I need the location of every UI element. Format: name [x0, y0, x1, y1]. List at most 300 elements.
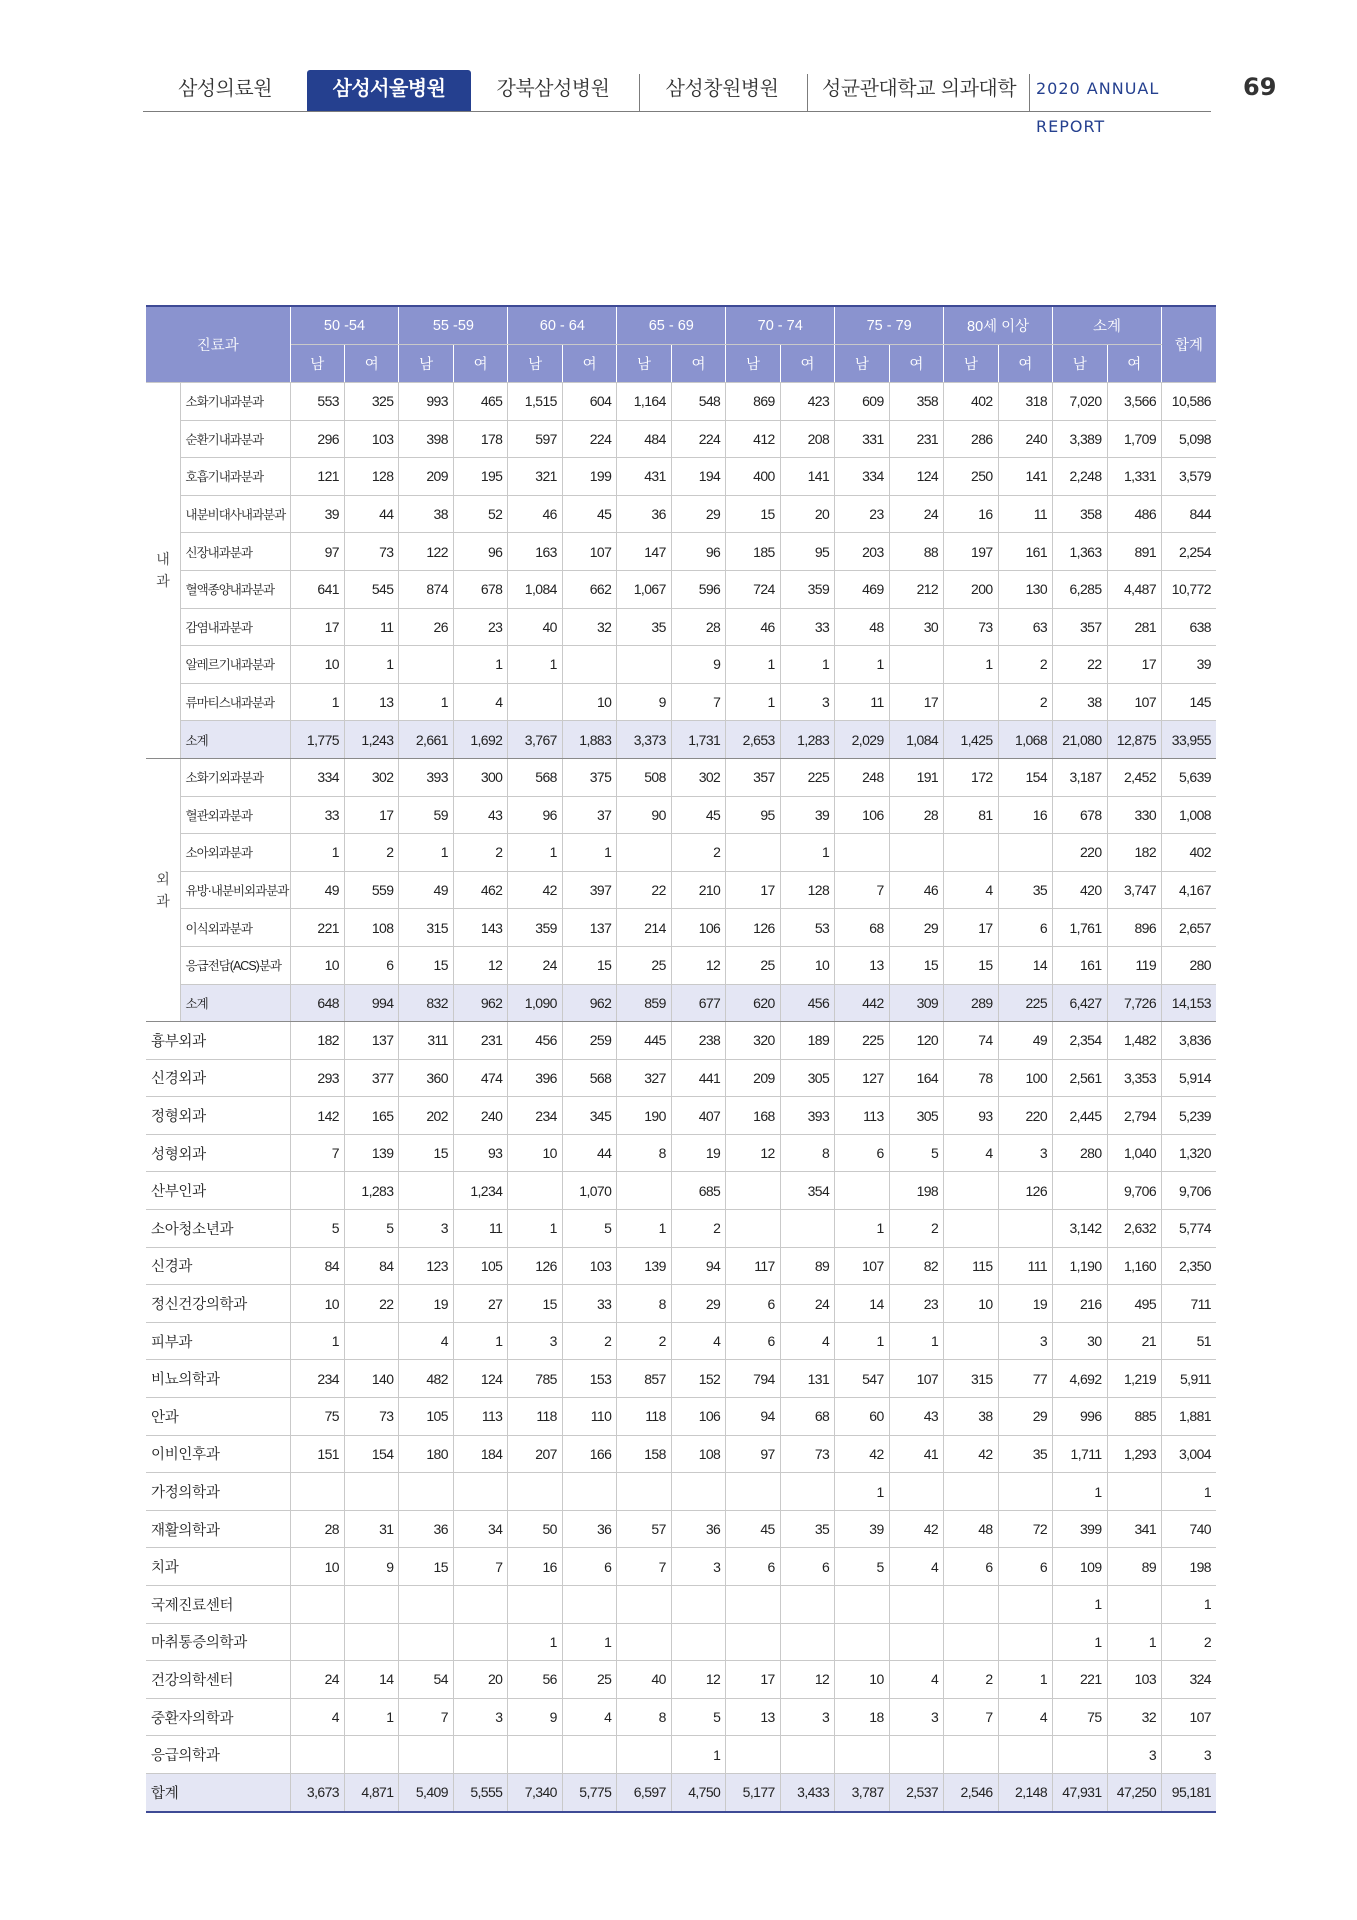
header-age-group: 65 - 69 — [617, 306, 726, 345]
sub-department-name: 혈액종양내과분과 — [180, 570, 290, 608]
table-cell: 145 — [1162, 683, 1216, 721]
table-cell: 29 — [671, 495, 725, 533]
table-cell: 139 — [617, 1247, 671, 1285]
table-cell: 6 — [726, 1285, 780, 1323]
table-cell: 1 — [780, 834, 834, 872]
table-cell: 84 — [290, 1247, 344, 1285]
table-cell: 202 — [399, 1097, 453, 1135]
table-cell: 2,248 — [1053, 458, 1107, 496]
table-cell: 1,711 — [1053, 1435, 1107, 1473]
sub-department-name: 순환기내과분과 — [180, 420, 290, 458]
table-cell: 191 — [889, 758, 943, 796]
table-cell: 302 — [344, 758, 398, 796]
table-cell: 225 — [780, 758, 834, 796]
table-cell: 199 — [562, 458, 616, 496]
table-cell: 832 — [399, 984, 453, 1022]
table-cell: 1 — [562, 834, 616, 872]
table-cell: 250 — [944, 458, 998, 496]
table-cell: 32 — [1107, 1698, 1161, 1736]
table-cell: 178 — [453, 420, 507, 458]
table-cell: 1,084 — [508, 570, 562, 608]
table-cell: 43 — [453, 796, 507, 834]
table-cell: 52 — [453, 495, 507, 533]
table-cell: 11 — [453, 1210, 507, 1248]
sub-department-name: 유방·내분비외과분과 — [180, 871, 290, 909]
table-cell: 40 — [508, 608, 562, 646]
table-cell: 234 — [290, 1360, 344, 1398]
table-cell: 73 — [344, 533, 398, 571]
table-cell: 238 — [671, 1022, 725, 1060]
table-cell: 1 — [399, 834, 453, 872]
table-row — [146, 946, 1216, 984]
nav-tab-samsung-seoul-hospital[interactable]: 삼성서울병원 — [307, 70, 471, 111]
table-cell — [835, 1172, 889, 1210]
table-cell — [562, 1736, 616, 1774]
table-cell — [780, 1623, 834, 1661]
nav-tab-skku-medical-school[interactable]: 성균관대학교 의과대학 — [821, 76, 1017, 100]
table-cell: 1 — [998, 1661, 1052, 1699]
table-cell: 14 — [835, 1285, 889, 1323]
table-cell: 127 — [835, 1059, 889, 1097]
table-cell — [889, 1473, 943, 1511]
table-row — [146, 383, 1216, 421]
table-cell: 1 — [671, 1736, 725, 1774]
table-cell: 398 — [399, 420, 453, 458]
table-cell: 95 — [726, 796, 780, 834]
table-cell: 321 — [508, 458, 562, 496]
table-cell: 3,373 — [617, 721, 671, 759]
table-cell: 18 — [835, 1698, 889, 1736]
department-name: 성형외과 — [146, 1134, 290, 1172]
table-cell: 7 — [671, 683, 725, 721]
header-male: 남 — [399, 345, 453, 383]
table-cell: 620 — [726, 984, 780, 1022]
table-row — [146, 1473, 1216, 1511]
sub-department-name: 응급전담(ACS)분과 — [180, 946, 290, 984]
table-cell: 25 — [617, 946, 671, 984]
table-cell: 1,761 — [1053, 909, 1107, 947]
table-row — [146, 1698, 1216, 1736]
table-cell: 4,871 — [344, 1773, 398, 1811]
table-cell: 354 — [780, 1172, 834, 1210]
table-cell: 315 — [944, 1360, 998, 1398]
table-cell: 2,254 — [1162, 533, 1216, 571]
nav-tab-samsung-medical-center[interactable]: 삼성의료원 — [177, 76, 273, 100]
table-cell: 2 — [944, 1661, 998, 1699]
table-cell: 73 — [944, 608, 998, 646]
table-cell: 9 — [617, 683, 671, 721]
table-cell: 1 — [944, 646, 998, 684]
table-cell: 1 — [889, 1322, 943, 1360]
table-row — [146, 1623, 1216, 1661]
table-cell: 124 — [453, 1360, 507, 1398]
table-cell: 89 — [1107, 1548, 1161, 1586]
table-cell: 140 — [344, 1360, 398, 1398]
sub-department-name: 소화기내과분과 — [180, 383, 290, 421]
table-cell: 2,148 — [998, 1773, 1052, 1811]
table-cell: 49 — [998, 1022, 1052, 1060]
table-cell — [290, 1172, 344, 1210]
table-row — [146, 646, 1216, 684]
header-rule — [143, 111, 1211, 112]
department-name: 국제진료센터 — [146, 1586, 290, 1624]
table-cell — [835, 834, 889, 872]
table-cell: 3,142 — [1053, 1210, 1107, 1248]
table-cell: 740 — [1162, 1510, 1216, 1548]
table-cell: 45 — [726, 1510, 780, 1548]
table-cell: 325 — [344, 383, 398, 421]
table-cell: 402 — [1162, 834, 1216, 872]
table-cell — [617, 646, 671, 684]
table-cell: 231 — [889, 420, 943, 458]
table-cell: 131 — [780, 1360, 834, 1398]
table-cell: 559 — [344, 871, 398, 909]
table-cell: 1 — [726, 646, 780, 684]
table-cell: 107 — [835, 1247, 889, 1285]
table-cell: 1,067 — [617, 570, 671, 608]
table-cell — [1107, 1586, 1161, 1624]
table-cell — [998, 1473, 1052, 1511]
department-age-sex-table — [146, 305, 1216, 1813]
table-cell: 19 — [671, 1134, 725, 1172]
table-cell: 81 — [944, 796, 998, 834]
table-cell: 33,955 — [1162, 721, 1216, 759]
table-cell: 22 — [617, 871, 671, 909]
table-cell: 45 — [671, 796, 725, 834]
table-cell: 6 — [344, 946, 398, 984]
table-cell: 3 — [508, 1322, 562, 1360]
table-cell — [998, 1623, 1052, 1661]
table-cell: 240 — [998, 420, 1052, 458]
table-cell: 296 — [290, 420, 344, 458]
table-cell: 38 — [399, 495, 453, 533]
table-cell: 6 — [835, 1134, 889, 1172]
table-cell: 289 — [944, 984, 998, 1022]
table-cell: 996 — [1053, 1398, 1107, 1436]
table-cell: 84 — [344, 1247, 398, 1285]
table-cell: 208 — [780, 420, 834, 458]
table-cell: 35 — [998, 1435, 1052, 1473]
table-cell: 17 — [1107, 646, 1161, 684]
table-row — [146, 1172, 1216, 1210]
table-cell: 224 — [562, 420, 616, 458]
table-cell: 8 — [780, 1134, 834, 1172]
table-cell: 1,283 — [344, 1172, 398, 1210]
table-cell: 7 — [617, 1548, 671, 1586]
table-row — [146, 608, 1216, 646]
table-cell — [944, 1473, 998, 1511]
table-cell — [344, 1736, 398, 1774]
table-cell: 1,068 — [998, 721, 1052, 759]
table-cell — [399, 1736, 453, 1774]
table-cell: 3,787 — [835, 1773, 889, 1811]
table-cell: 40 — [617, 1661, 671, 1699]
table-cell: 15 — [399, 1134, 453, 1172]
table-cell: 28 — [671, 608, 725, 646]
table-cell: 1 — [290, 834, 344, 872]
table-cell: 6 — [726, 1322, 780, 1360]
table-cell: 39 — [1162, 646, 1216, 684]
sub-department-name: 내분비대사내과분과 — [180, 495, 290, 533]
table-cell: 10 — [290, 646, 344, 684]
table-cell: 30 — [889, 608, 943, 646]
department-name: 피부과 — [146, 1322, 290, 1360]
table-cell — [671, 1623, 725, 1661]
table-cell: 341 — [1107, 1510, 1161, 1548]
table-cell: 35 — [780, 1510, 834, 1548]
table-cell — [726, 1210, 780, 1248]
table-cell: 32 — [562, 608, 616, 646]
table-cell: 3 — [1107, 1736, 1161, 1774]
table-cell: 1,040 — [1107, 1134, 1161, 1172]
table-cell: 20 — [780, 495, 834, 533]
table-cell: 45 — [562, 495, 616, 533]
table-cell: 7,340 — [508, 1773, 562, 1811]
table-cell: 891 — [1107, 533, 1161, 571]
table-cell: 163 — [508, 533, 562, 571]
table-cell: 456 — [780, 984, 834, 1022]
table-cell: 161 — [1053, 946, 1107, 984]
table-cell — [562, 646, 616, 684]
table-cell: 5,774 — [1162, 1210, 1216, 1248]
table-cell: 182 — [290, 1022, 344, 1060]
table-cell: 23 — [453, 608, 507, 646]
nav-tab-kangbuk-samsung-hospital[interactable]: 강북삼성병원 — [496, 76, 610, 100]
subtotal-row — [146, 721, 1216, 759]
table-cell: 10 — [835, 1661, 889, 1699]
table-cell: 197 — [944, 533, 998, 571]
table-cell: 128 — [344, 458, 398, 496]
table-cell: 1 — [508, 834, 562, 872]
table-cell: 4,487 — [1107, 570, 1161, 608]
table-cell: 15 — [562, 946, 616, 984]
table-cell: 318 — [998, 383, 1052, 421]
table-cell — [671, 1473, 725, 1511]
table-cell: 1,243 — [344, 721, 398, 759]
table-cell: 103 — [1107, 1661, 1161, 1699]
table-cell: 13 — [726, 1698, 780, 1736]
table-row — [146, 1322, 1216, 1360]
table-cell: 164 — [889, 1059, 943, 1097]
table-cell: 10,772 — [1162, 570, 1216, 608]
table-cell: 34 — [453, 1510, 507, 1548]
table-cell: 97 — [290, 533, 344, 571]
table-cell: 12 — [453, 946, 507, 984]
table-cell: 1,775 — [290, 721, 344, 759]
table-cell: 75 — [290, 1398, 344, 1436]
table-cell: 844 — [1162, 495, 1216, 533]
table-cell: 1,070 — [562, 1172, 616, 1210]
table-cell: 194 — [671, 458, 725, 496]
table-cell: 108 — [344, 909, 398, 947]
table-cell: 153 — [562, 1360, 616, 1398]
table-cell: 2,546 — [944, 1773, 998, 1811]
table-cell: 15 — [399, 946, 453, 984]
table-cell: 212 — [889, 570, 943, 608]
table-cell: 63 — [998, 608, 1052, 646]
table-cell: 300 — [453, 758, 507, 796]
table-cell: 103 — [344, 420, 398, 458]
table-row — [146, 1247, 1216, 1285]
table-cell: 1,515 — [508, 383, 562, 421]
table-cell: 311 — [399, 1022, 453, 1060]
table-cell: 1,881 — [1162, 1398, 1216, 1436]
table-cell: 47,931 — [1053, 1773, 1107, 1811]
table-cell: 27 — [453, 1285, 507, 1323]
table-cell: 126 — [998, 1172, 1052, 1210]
table-cell: 21 — [1107, 1322, 1161, 1360]
table-cell: 152 — [671, 1360, 725, 1398]
table-cell: 7 — [835, 871, 889, 909]
header-female: 여 — [889, 345, 943, 383]
table-cell: 4 — [944, 1134, 998, 1172]
table-cell: 77 — [998, 1360, 1052, 1398]
table-cell: 547 — [835, 1360, 889, 1398]
nav-tab-samsung-changwon-hospital[interactable]: 삼성창원병원 — [665, 76, 779, 100]
table-cell: 859 — [617, 984, 671, 1022]
table-cell: 147 — [617, 533, 671, 571]
table-cell: 28 — [889, 796, 943, 834]
table-cell: 29 — [889, 909, 943, 947]
table-cell: 142 — [290, 1097, 344, 1135]
table-cell: 53 — [780, 909, 834, 947]
table-cell: 216 — [1053, 1285, 1107, 1323]
table-cell: 57 — [617, 1510, 671, 1548]
table-row — [146, 1661, 1216, 1699]
table-cell: 20 — [453, 1661, 507, 1699]
table-cell — [562, 1586, 616, 1624]
table-row — [146, 758, 1216, 796]
table-cell: 54 — [399, 1661, 453, 1699]
table-cell: 151 — [290, 1435, 344, 1473]
table-cell: 1 — [562, 1623, 616, 1661]
table-cell: 22 — [1053, 646, 1107, 684]
table-cell: 5,177 — [726, 1773, 780, 1811]
table-cell: 126 — [726, 909, 780, 947]
table-cell: 11 — [344, 608, 398, 646]
table-cell: 399 — [1053, 1510, 1107, 1548]
table-cell: 3,673 — [290, 1773, 344, 1811]
table-cell: 396 — [508, 1059, 562, 1097]
table-cell: 198 — [889, 1172, 943, 1210]
table-cell: 402 — [944, 383, 998, 421]
table-cell: 118 — [508, 1398, 562, 1436]
table-cell — [290, 1473, 344, 1511]
page-number: 69 — [1243, 73, 1277, 101]
table-cell: 442 — [835, 984, 889, 1022]
table-cell — [726, 1623, 780, 1661]
table-cell: 113 — [453, 1398, 507, 1436]
table-cell: 545 — [344, 570, 398, 608]
table-cell: 962 — [453, 984, 507, 1022]
table-row — [146, 1097, 1216, 1135]
table-cell: 59 — [399, 796, 453, 834]
table-cell — [944, 1322, 998, 1360]
table-cell: 96 — [453, 533, 507, 571]
header-male: 남 — [726, 345, 780, 383]
table-cell: 33 — [780, 608, 834, 646]
table-cell: 105 — [453, 1247, 507, 1285]
table-cell: 74 — [944, 1022, 998, 1060]
table-cell: 1 — [1162, 1473, 1216, 1511]
table-row — [146, 570, 1216, 608]
table-cell: 281 — [1107, 608, 1161, 646]
table-cell: 4 — [562, 1698, 616, 1736]
table-cell: 1 — [835, 1322, 889, 1360]
header-female: 여 — [344, 345, 398, 383]
table-cell: 23 — [889, 1285, 943, 1323]
table-cell: 10 — [290, 1285, 344, 1323]
table-cell — [780, 1586, 834, 1624]
table-cell: 465 — [453, 383, 507, 421]
header-male: 남 — [290, 345, 344, 383]
table-cell: 15 — [944, 946, 998, 984]
table-cell: 2 — [617, 1322, 671, 1360]
table-cell — [399, 1623, 453, 1661]
table-cell: 360 — [399, 1059, 453, 1097]
table-cell: 5 — [290, 1210, 344, 1248]
header-age-group: 70 - 74 — [726, 306, 835, 345]
table-cell: 495 — [1107, 1285, 1161, 1323]
header-male: 남 — [1053, 345, 1107, 383]
table-cell: 94 — [726, 1398, 780, 1436]
table-cell: 5,639 — [1162, 758, 1216, 796]
table-cell: 113 — [835, 1097, 889, 1135]
table-cell: 4 — [889, 1548, 943, 1586]
table-cell: 6 — [562, 1548, 616, 1586]
table-cell: 5 — [889, 1134, 943, 1172]
table-cell: 117 — [726, 1247, 780, 1285]
table-cell: 1,482 — [1107, 1022, 1161, 1060]
department-name: 이비인후과 — [146, 1435, 290, 1473]
header-male: 남 — [508, 345, 562, 383]
table-cell: 89 — [780, 1247, 834, 1285]
table-cell — [835, 1736, 889, 1774]
table-cell: 200 — [944, 570, 998, 608]
table-cell: 97 — [726, 1435, 780, 1473]
table-cell: 12 — [780, 1661, 834, 1699]
table-cell: 3 — [998, 1134, 1052, 1172]
table-cell: 293 — [290, 1059, 344, 1097]
table-cell: 2,794 — [1107, 1097, 1161, 1135]
table-row — [146, 1360, 1216, 1398]
table-cell: 42 — [835, 1435, 889, 1473]
table-cell: 2,661 — [399, 721, 453, 759]
table-cell: 324 — [1162, 1661, 1216, 1699]
table-cell: 137 — [562, 909, 616, 947]
table-cell: 225 — [998, 984, 1052, 1022]
table-cell: 137 — [344, 1022, 398, 1060]
header-male: 남 — [835, 345, 889, 383]
table-cell: 678 — [453, 570, 507, 608]
table-cell: 993 — [399, 383, 453, 421]
sub-department-name: 이식외과분과 — [180, 909, 290, 947]
table-cell: 26 — [399, 608, 453, 646]
header-female: 여 — [453, 345, 507, 383]
table-cell: 638 — [1162, 608, 1216, 646]
table-cell: 3,353 — [1107, 1059, 1161, 1097]
table-cell: 210 — [671, 871, 725, 909]
table-cell: 1,692 — [453, 721, 507, 759]
table-cell: 15 — [399, 1548, 453, 1586]
table-cell — [944, 1623, 998, 1661]
table-cell: 4 — [290, 1698, 344, 1736]
table-cell: 5,775 — [562, 1773, 616, 1811]
table-cell: 5 — [671, 1698, 725, 1736]
table-cell — [780, 1210, 834, 1248]
table-cell: 15 — [726, 495, 780, 533]
table-cell: 72 — [998, 1510, 1052, 1548]
